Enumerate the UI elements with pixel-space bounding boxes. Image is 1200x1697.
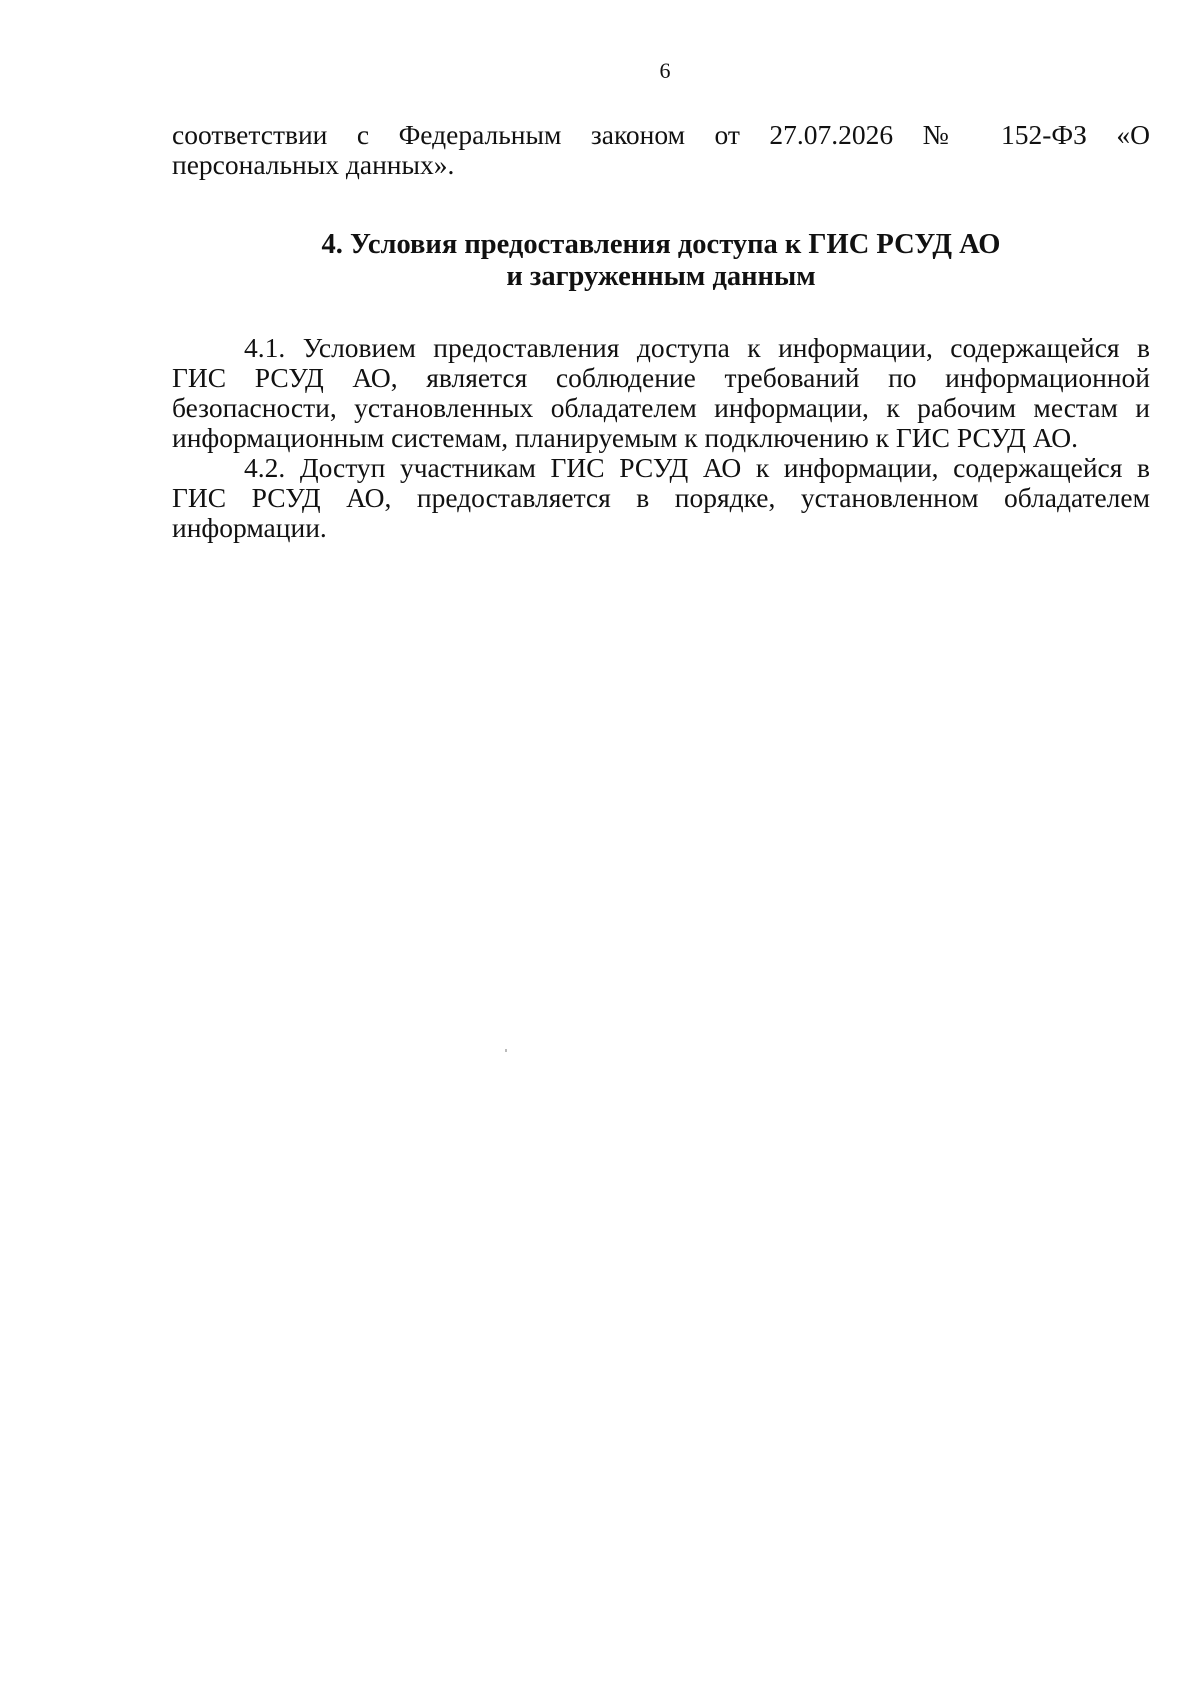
section-body <box>172 333 1150 543</box>
section-heading-line-2: и загруженным данным <box>506 261 816 292</box>
paragraph-4-1-line-2: ГИС РСУД АО, является соблюдение требований по информационной <box>172 362 1150 393</box>
page-number: 6 <box>659 58 671 83</box>
paragraph-4-1-line-4: информационным системам, планируемым к подключению к ГИС РСУД АО. <box>172 422 1079 453</box>
paragraph-4-2-line-2: ГИС РСУД АО, предоставляется в порядке, установленном обладателем <box>172 482 1150 513</box>
paragraph-4-2-line-3: информации. <box>172 512 327 543</box>
paragraph-4-1-line-1: 4.1. Условием предоставления доступа к информации, содержащейся в <box>244 332 1150 363</box>
document-body <box>172 120 1150 543</box>
section-heading-line-1: 4. Условия предоставления доступа к ГИС РСУД АО <box>321 229 1001 260</box>
section-heading <box>172 229 1150 293</box>
paragraph-4-1 <box>172 333 1150 453</box>
paragraph-4-2-line-1: 4.2. Доступ участникам ГИС РСУД АО к информации, содержащейся в <box>244 452 1150 483</box>
intro-line-1: соответствии с Федеральным законом от 27.07.2026 № 152-ФЗ «О <box>172 119 1150 150</box>
paragraph-4-2 <box>172 453 1150 543</box>
intro-line-2: персональных данных». <box>172 149 455 180</box>
intro-paragraph <box>172 120 1150 180</box>
paragraph-4-1-line-3: безопасности, установленных обладателем информации, к рабочим местам и <box>172 392 1150 423</box>
scan-speck <box>505 1049 507 1052</box>
